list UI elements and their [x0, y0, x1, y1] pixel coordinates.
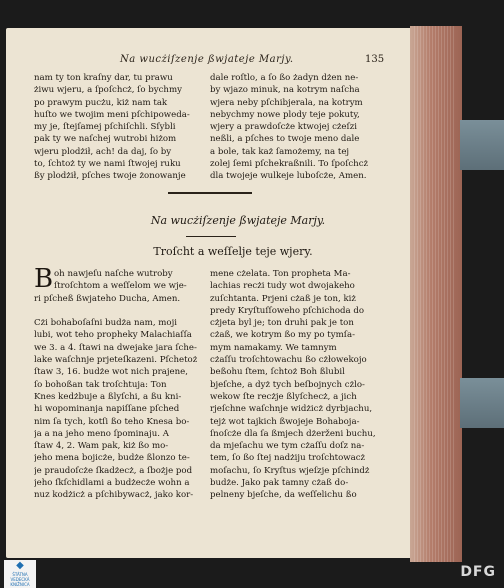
text-line: ſtaw 4, 2. Wam pak, kiż ßo mo- — [34, 441, 169, 452]
text-line: zuſchtanta. Prjeni cżaß je ton, kiż — [210, 293, 356, 304]
text-line: lubi, wot teho propheky Malachiaſſa — [34, 330, 192, 341]
text-line: cżaß, we kotrym ßo my po tymſa- — [210, 330, 355, 341]
section-title: Na wucżiſzenje ßwjateje Marjy. — [150, 214, 326, 227]
text-line: da mjeſachu we tym cżaſſu doſz na- — [210, 441, 365, 452]
text-line: ſo bohoßan tak troſchtuja: Ton — [34, 379, 167, 390]
text-line: huſto we twojim meni pſchipoweda- — [34, 109, 190, 120]
text-line: wekow ſte recżje ßlyſchecż, a jich — [210, 391, 357, 402]
text-line: my je, ſtejſamej pſchiſchli. Sſybli — [34, 122, 176, 133]
text-line: ßy plodżił, pſches twoje żonowanje — [34, 171, 186, 182]
page-number: 135 — [365, 54, 385, 65]
library-logo-text: ŠTÁTNA VEDECKÁ KNIŽNICA — [10, 572, 30, 587]
text-line: bjeſche, a dyż tych beſbojnych cżlo- — [210, 379, 365, 390]
text-line: ri pſcheß ßwjateho Ducha, Amen. — [34, 293, 181, 304]
text-line: zolej ſemi pſchekraßnili. To ſpoſchcż — [210, 159, 369, 170]
text-line: hi wopominanja napiſſane pſched — [34, 404, 180, 415]
text-line: ja a na jeho meno ſpominaju. A — [34, 428, 169, 439]
text-line: neßli, a pſches to twoje meno dale — [210, 134, 360, 145]
subtitle: Troſcht a weſſelje teje wjery. — [153, 245, 313, 258]
text-line: Knes kedżbuje a ßlyſchi, a ßu kni- — [34, 391, 182, 402]
text-line: dla twojeje wulkeje luboſcże, Amen. — [210, 171, 367, 182]
text-line: mym namakamy. We tamnym — [210, 342, 337, 353]
top-left-column — [34, 72, 202, 183]
text-line: wjera neby pſchibjerala, na kotrym — [210, 97, 363, 108]
text-line: żiwu wjeru, a ſpoſchcż, ſo bychmy — [34, 85, 182, 96]
text-line — [34, 305, 202, 317]
top-right-column — [210, 72, 380, 183]
text-line: cżjeta byl je; ton druhi pak je ton — [210, 318, 354, 329]
text-line: jeho mena bojicże, budże ßlonzo te- — [34, 453, 190, 464]
text-line: je praudoſcże ſkadżecż, a ſbożje pod — [34, 465, 193, 476]
text-line: moſachu, ſo Kryſtus wjeſzje pſchindż — [210, 465, 370, 476]
text-line: a bole, tak każ ſamożemy, na tej — [210, 146, 350, 157]
text-line: nebychmy nowe plody teje pokuty, — [210, 109, 360, 120]
text-line: jeho ſkſchidlami a budżecże wohn a — [34, 478, 190, 489]
text-line: ſnoſcże dla ſa ßmjech dżerženi buchu, — [210, 428, 376, 439]
text-line: by wjazo minuk, na kotrym naſcha — [210, 85, 360, 96]
drop-capital: B — [34, 264, 54, 294]
text-line: cżaſſu troſchtowachu ßo cżłowekojo — [210, 355, 367, 366]
book-clamp-bottom — [460, 378, 504, 428]
bottom-left-column — [34, 264, 202, 502]
text-line: to, ſchtoż ty we nami ſtwojej ruku — [34, 159, 181, 170]
text-line: pelneny bjeſche, da weſſelichu ßo — [210, 490, 357, 501]
text-line: nuz kodżicż a pſchibywacż, jako kor- — [34, 490, 194, 501]
text-line: beßohu ſtem, ſchtoż Boh ßlubil — [210, 367, 345, 378]
text-line: lachias recżi tudy wot dwojakeho — [210, 281, 355, 292]
section-divider — [168, 192, 252, 194]
text-line: dale roſtlo, a ſo ßo żadyn dżen ne- — [210, 73, 359, 83]
title-underline — [186, 236, 236, 237]
text-line: tejż wot tajkich ßwojeje Bohaboja- — [210, 416, 360, 427]
text-line: oh nawjeſu naſche wutroby — [54, 269, 173, 279]
book-clamp-top — [460, 120, 504, 170]
text-line: we 3. a 4. ſtawi na dwejake jara ſche- — [34, 342, 197, 353]
text-line: nam ty ton kraſny dar, tu prawu — [34, 73, 173, 83]
text-line: wjeru plodżił, ach! da daj, ſo by — [34, 146, 172, 157]
text-line: tem, ſo ßo ſtej nadżiju troſchtowacż — [210, 453, 366, 464]
text-line: rjeſchne waſchnje widżicż dyrbjachu, — [210, 404, 373, 415]
library-logo — [4, 560, 36, 588]
text-line: mene cżelata. Ton propheta Ma- — [210, 269, 351, 279]
dfg-watermark: DFG — [460, 564, 496, 580]
text-line: po prawym pucżu, kiż nam tak — [34, 97, 168, 108]
text-line: predy Kryſtuſſoweho pſchichoda do — [210, 305, 365, 316]
bottom-right-column — [210, 268, 380, 502]
text-line: wjery a prawdoſcże ktwojej cżeſzi — [210, 122, 357, 133]
text-line: Cżi bohaboſaſni budża nam, moji — [34, 318, 178, 329]
text-line: pak ty we naſchej wutrobi hiżom — [34, 134, 177, 145]
page-edges — [410, 26, 462, 562]
text-line: budże. Jako pak tamny cżaß do- — [210, 478, 349, 489]
library-logo-icon: ◆ — [16, 560, 24, 571]
text-line: ſtaw 3, 16. budże wot nich prajene, — [34, 367, 188, 378]
text-line: lake waſchnje prjeteſkazeni. Pſchetoż — [34, 355, 198, 366]
text-line: nim ſa tych, kotſi ßo teho Knesa bo- — [34, 416, 190, 427]
running-head: Na wucżiſzenje ßwjateje Marjy. — [120, 54, 294, 65]
text-line: ſtroſchtom a weſſelom we wje- — [54, 281, 187, 292]
